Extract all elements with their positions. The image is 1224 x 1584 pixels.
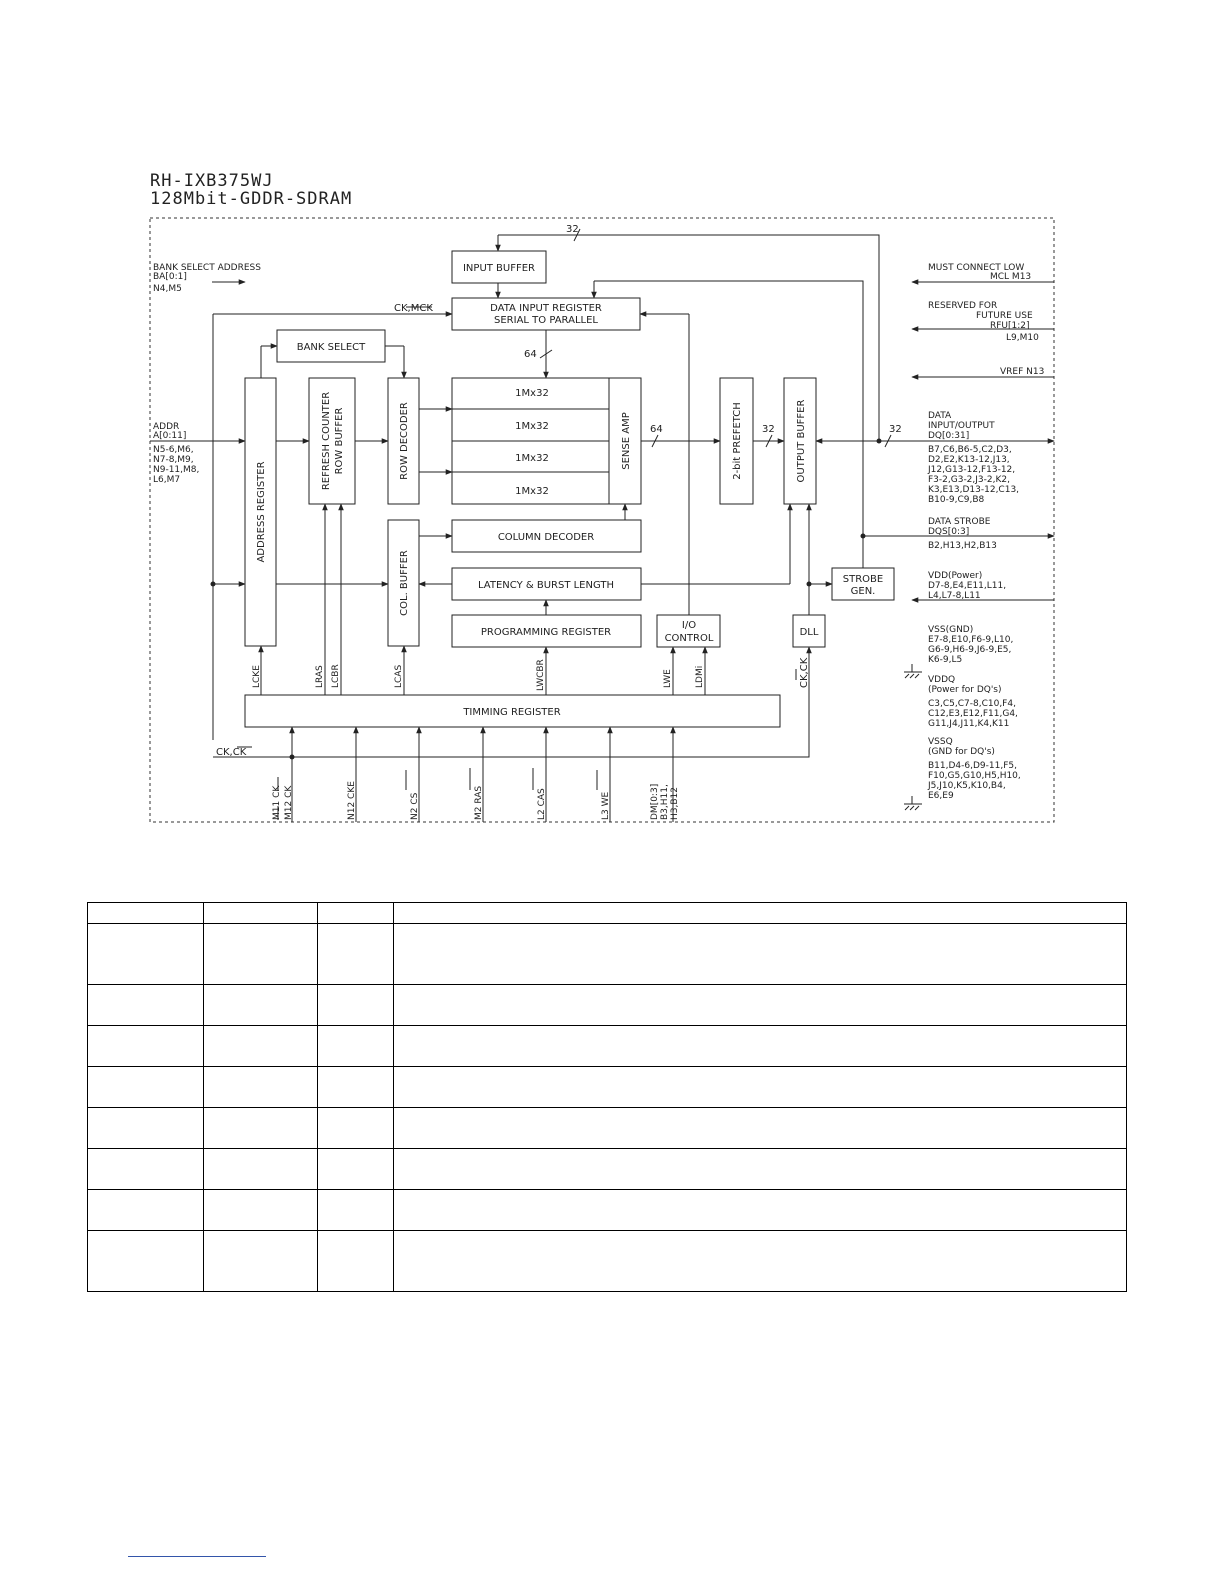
refresh-counter-label: REFRESH COUNTER	[321, 391, 332, 491]
table-row	[88, 985, 1127, 1026]
data-input-register-label: DATA INPUT REGISTER	[490, 303, 602, 314]
table-row	[88, 1108, 1127, 1149]
column-decoder-label: COLUMN DECODER	[497, 532, 595, 543]
right-signal-label: L9,M10	[1006, 333, 1039, 343]
right-signal-label: (GND for DQ's)	[928, 747, 995, 757]
memory-array-label: 1Mx32	[515, 421, 549, 432]
left-signal-label: BANK SELECT ADDRESS	[153, 263, 261, 273]
pin-label: DM[0:3]	[650, 783, 660, 820]
right-signal-label: K3,E13,D13-12,C13,	[928, 485, 1020, 495]
pin-label: M2 RAS	[474, 785, 484, 820]
dll-label: DLL	[799, 627, 819, 638]
right-signal-label: INPUT/OUTPUT	[928, 421, 995, 431]
table-row	[88, 1149, 1127, 1190]
table-row	[88, 1067, 1127, 1108]
bus-width-label: 64	[524, 349, 537, 360]
left-signal-label: N9-11,M8,	[153, 465, 200, 475]
table-row	[88, 1190, 1127, 1231]
strobe-gen-label: STROBE	[842, 574, 884, 585]
pin-label: L2 CAS	[537, 788, 547, 820]
table-header-row	[88, 903, 1127, 924]
row-decoder-label: ROW DECODER	[399, 402, 410, 480]
input-buffer-label: INPUT BUFFER	[462, 263, 536, 274]
clock-label: CK,CK	[216, 747, 247, 758]
signal-label: LDMi	[695, 665, 705, 688]
signal-label: LWCBR	[536, 659, 546, 691]
left-signal-label: BA[0:1]	[153, 272, 187, 282]
pin-label: N2 CS	[410, 792, 420, 820]
right-signal-label: RFU[1:2]	[990, 321, 1030, 331]
right-signal-label: VSSQ	[928, 737, 953, 747]
strobe-gen-label-2: GEN.	[850, 586, 876, 597]
address-register-label: ADDRESS REGISTER	[256, 461, 267, 563]
memory-array-label: 1Mx32	[515, 453, 549, 464]
right-signal-label: DQ[0:31]	[928, 431, 970, 441]
device-name: 128Mbit-GDDR-SDRAM	[150, 189, 353, 209]
table-row	[88, 924, 1127, 985]
left-signal-label: N5-6,M6,	[153, 445, 194, 455]
signal-label: LCBR	[331, 664, 341, 688]
left-signal-label: A[0:11]	[153, 431, 187, 441]
memory-array-label: 1Mx32	[515, 486, 549, 497]
io-control-label-2: CONTROL	[664, 633, 714, 644]
right-signal-label: DATA STROBE	[928, 517, 991, 527]
right-signal-label: C12,E3,E12,F11,G4,	[928, 709, 1018, 719]
right-signal-label: B2,H13,H2,B13	[928, 541, 997, 551]
signal-label: LCAS	[394, 664, 404, 688]
pin-label: H3,B12	[670, 787, 680, 820]
right-signal-label: J5,J10,K5,K10,B4,	[928, 781, 1006, 791]
programming-register-label: PROGRAMMING REGISTER	[480, 627, 612, 638]
bus-width-label: 64	[650, 424, 663, 435]
clock-label: CK,CK	[799, 657, 810, 688]
io-control-label: I/O	[681, 620, 697, 631]
pin-label: M11 CK	[272, 785, 282, 820]
right-signal-label: G6-9,H6-9,J6-9,E5,	[928, 645, 1012, 655]
right-signal-label: VSS(GND)	[928, 625, 974, 635]
right-signal-label: MUST CONNECT LOW	[928, 263, 1025, 273]
right-signal-label: VREF N13	[1000, 367, 1045, 377]
right-signal-label: L4,L7-8,L11	[928, 591, 981, 601]
row-buffer-label: ROW BUFFER	[334, 407, 345, 475]
part-number: RH-IXB375WJ	[150, 171, 274, 191]
right-signal-label: D7-8,E4,E11,L11,	[928, 581, 1007, 591]
signal-label: LWE	[663, 669, 673, 688]
signal-label: LRAS	[315, 665, 325, 688]
pin-label: L3 WE	[601, 791, 611, 820]
right-signal-label: C3,C5,C7-8,C10,F4,	[928, 699, 1016, 709]
right-signal-label: D2,E2,K13-12,J13,	[928, 455, 1010, 465]
table-row	[88, 1026, 1127, 1067]
right-signal-label: E6,E9	[928, 791, 954, 801]
data-input-register-label-2: SERIAL TO PARALLEL	[494, 315, 598, 326]
bus-width-label: 32	[566, 224, 579, 235]
footer-link-underline[interactable]	[128, 1556, 266, 1557]
left-signal-label: N4,M5	[153, 284, 182, 294]
right-signal-label: G11,J4,J11,K4,K11	[928, 719, 1010, 729]
right-signal-label: B7,C6,B6-5,C2,D3,	[928, 445, 1012, 455]
output-buffer-label: OUTPUT BUFFER	[796, 399, 807, 483]
right-signal-label: E7-8,E10,F6-9,L10,	[928, 635, 1014, 645]
pin-label: M12 CK	[284, 785, 294, 820]
right-signal-label: F10,G5,G10,H5,H10,	[928, 771, 1021, 781]
left-signal-label: ADDR	[153, 422, 180, 432]
memory-array-label: 1Mx32	[515, 388, 549, 399]
prefetch-label: 2-bit PREFETCH	[732, 402, 743, 480]
right-signal-label: VDD(Power)	[928, 571, 983, 581]
table-row	[88, 1231, 1127, 1292]
right-signal-label: RESERVED FOR	[928, 301, 998, 311]
left-signal-label: L6,M7	[153, 475, 181, 485]
signal-label: LCKE	[252, 665, 262, 688]
sense-amp-label: SENSE AMP	[621, 412, 632, 470]
right-signal-label: MCL M13	[990, 272, 1032, 282]
pin-label: B3,H11,	[660, 784, 670, 820]
right-signal-label: K6-9,L5	[928, 655, 963, 665]
pin-label: N12 CKE	[347, 781, 357, 820]
clock-label: CK,MCK	[394, 303, 433, 314]
left-signal-label: N7-8,M9,	[153, 455, 194, 465]
refresh-counter-block	[309, 378, 355, 504]
right-signal-label: DQS[0:3]	[928, 527, 970, 537]
bus-width-label: 32	[762, 424, 775, 435]
right-signal-label: DATA	[928, 411, 952, 421]
right-signal-label: (Power for DQ's)	[928, 685, 1002, 695]
col-buffer-label: COL. BUFFER	[399, 550, 410, 616]
right-signal-label: FUTURE USE	[976, 311, 1033, 321]
right-signal-label: F3-2,G3-2,J3-2,K2,	[928, 475, 1010, 485]
latency-label: LATENCY & BURST LENGTH	[478, 580, 614, 591]
right-signal-label: B11,D4-6,D9-11,F5,	[928, 761, 1017, 771]
right-signal-label: VDDQ	[928, 675, 956, 685]
pin-description-table	[87, 902, 1127, 1292]
timing-register-label: TIMMING REGISTER	[463, 707, 561, 718]
bank-select-label: BANK SELECT	[296, 342, 366, 353]
right-signal-label: B10-9,C9,B8	[928, 495, 985, 505]
right-signal-label: J12,G13-12,F13-12,	[928, 465, 1016, 475]
bus-width-label: 32	[889, 424, 902, 435]
